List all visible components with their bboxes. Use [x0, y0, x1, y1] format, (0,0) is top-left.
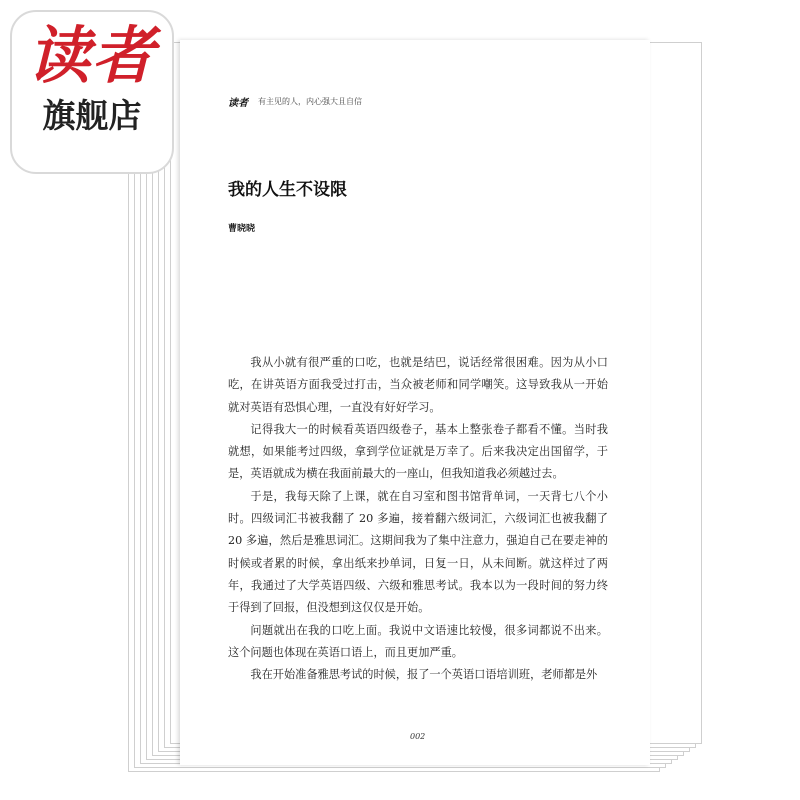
paragraph: 我在开始准备雅思考试的时候，报了一个英语口语培训班，老师都是外 [250, 668, 598, 682]
article-author: 曹晓晓 [228, 224, 256, 234]
page-header [228, 94, 362, 109]
book-page [180, 40, 650, 765]
page-number: 002 [410, 732, 426, 741]
paragraph: 于是，我每天除了上课，就在自习室和图书馆背单词，一天背七八个小时。四级词汇书被我翻了 20 多遍，接着翻六级词汇，六级词汇也被我翻了 20 多遍，然后是雅思词汇。这期间我为了集中注意力，强迫自己在要走神的时候或者累的时候，拿出纸来抄单词，日复一日，从未间断。就这样过了两年，我通过了大学英语四级、六级和雅思考试。我本以为一段时间的努力终于得到了回报，但没想到这仅仅是开始。 [228, 489, 608, 615]
store-label: 旗舰店 [42, 96, 142, 135]
header-logo: 读者 [228, 98, 248, 109]
article-title: 我的人生不设限 [228, 180, 347, 200]
store-badge [10, 10, 174, 174]
paragraph: 问题就出在我的口吃上面。我说中文语速比较慢，很多词都说不出来。这个问题也体现在英语口语上，而且更加严重。 [228, 623, 608, 659]
brand-logo: 读者 [27, 19, 156, 92]
paragraph: 记得我大一的时候看英语四级卷子，基本上整张卷子都看不懂。当时我就想，如果能考过四级，拿到学位证就是万幸了。后来我决定出国留学，于是，英语就成为横在我面前最大的一座山，但我知道我必须越过去。 [228, 422, 608, 481]
header-tagline: 有主见的人，内心强大且自信 [258, 97, 362, 106]
article-body [228, 352, 608, 686]
paragraph: 我从小就有很严重的口吃，也就是结巴，说话经常很困难。因为从小口吃，在讲英语方面我受过打击，当众被老师和同学嘲笑。这导致我从一开始就对英语有恐惧心理，一直没有好好学习。 [228, 356, 608, 414]
